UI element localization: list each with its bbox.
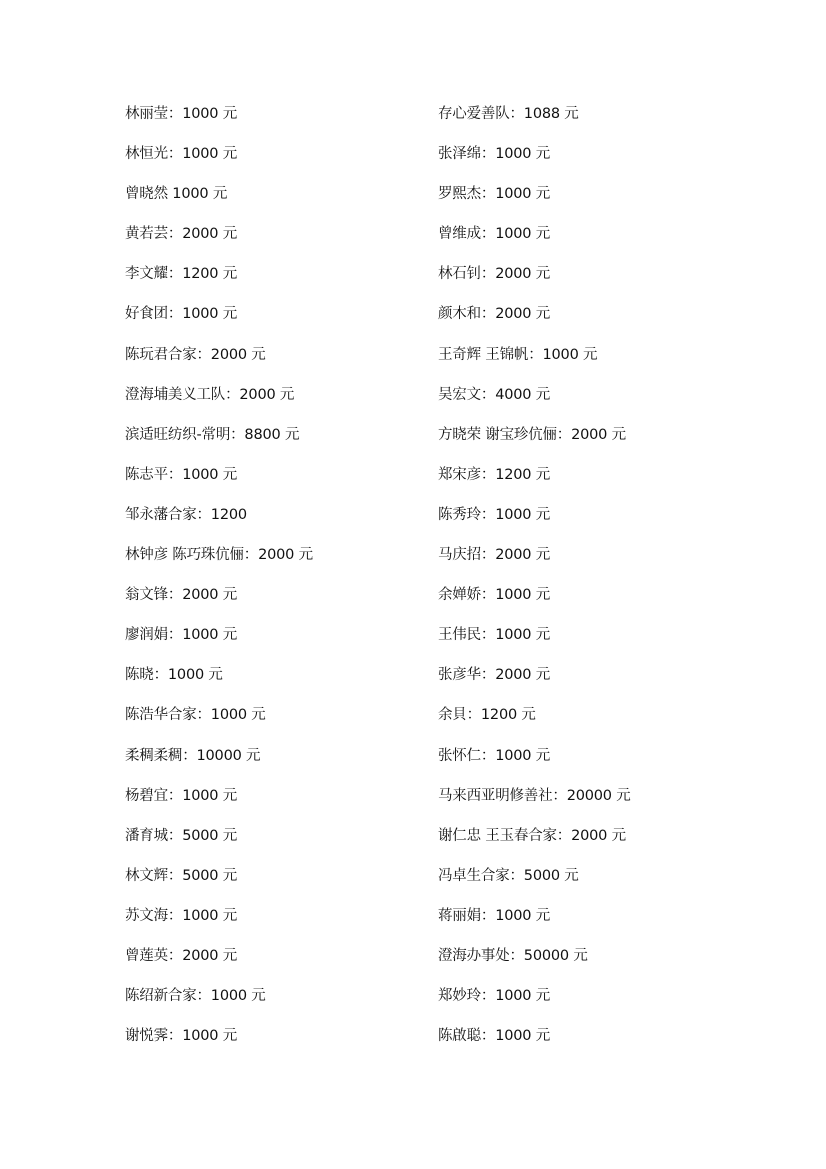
donor-entry: 余貝：1200 元 — [438, 707, 536, 724]
donor-entry: 罗熙杰：1000 元 — [438, 186, 551, 203]
donor-entry: 蒋丽娟：1000 元 — [438, 907, 551, 924]
donor-entry: 谢悦霁：1000 元 — [125, 1028, 238, 1045]
donor-entry: 陈秀玲：1000 元 — [438, 506, 551, 523]
donor-entry: 陈绍新合家：1000 元 — [125, 988, 266, 1005]
donor-entry: 陈晓：1000 元 — [125, 667, 223, 684]
donor-entry: 澄海埔美义工队：2000 元 — [125, 386, 295, 403]
right-column — [438, 104, 778, 1066]
donor-entry: 余婵娇：1000 元 — [438, 587, 551, 604]
donor-entry: 存心爱善队：1088 元 — [438, 106, 579, 122]
donor-entry: 曾维成：1000 元 — [438, 226, 551, 243]
donor-entry: 曾晓然 1000 元 — [125, 186, 228, 203]
donor-entry: 林文辉：5000 元 — [125, 867, 238, 884]
donor-entry: 陈志平：1000 元 — [125, 466, 238, 483]
donor-entry: 柔稠柔稠：10000 元 — [125, 747, 261, 764]
donor-entry: 马来西亚明修善社：20000 元 — [438, 787, 631, 804]
donor-entry: 澄海办事处：50000 元 — [438, 947, 588, 964]
donor-entry: 苏文海：1000 元 — [125, 907, 238, 924]
donor-entry: 林丽莹：1000 元 — [125, 106, 238, 122]
donor-entry: 李文耀：1200 元 — [125, 266, 238, 283]
donor-entry: 王奇辉 王锦帆：1000 元 — [438, 346, 598, 363]
donor-entry: 廖润娟：1000 元 — [125, 627, 238, 644]
donor-entry: 翁文锋：2000 元 — [125, 587, 238, 604]
donor-entry: 马庆招：2000 元 — [438, 547, 551, 564]
donor-entry: 林恒光：1000 元 — [125, 146, 238, 163]
donor-entry: 黄若芸：2000 元 — [125, 226, 238, 243]
donor-entry: 曾莲英：2000 元 — [125, 947, 238, 964]
donor-entry: 邹永藩合家：1200 — [125, 506, 247, 523]
donor-entry: 滨适旺纺织-常明：8800 元 — [125, 426, 300, 443]
left-column — [125, 104, 415, 1066]
donor-entry: 王伟民：1000 元 — [438, 627, 551, 644]
donor-entry: 潘育城：5000 元 — [125, 827, 238, 844]
donor-entry: 颜木和：2000 元 — [438, 306, 551, 323]
donor-entry: 郑妙玲：1000 元 — [438, 988, 551, 1005]
donor-entry: 陈浩华合家：1000 元 — [125, 707, 266, 724]
donor-entry: 林钟彦 陈巧珠伉俪：2000 元 — [125, 547, 313, 564]
donor-entry: 陈啟聪：1000 元 — [438, 1028, 551, 1045]
donor-entry: 杨碧宜：1000 元 — [125, 787, 238, 804]
donor-entry: 郑宋彦：1200 元 — [438, 466, 551, 483]
donor-entry: 方晓荣 谢宝珍伉俪：2000 元 — [438, 426, 626, 443]
donor-entry: 好食团：1000 元 — [125, 306, 238, 323]
donor-entry: 冯卓生合家：5000 元 — [438, 867, 579, 884]
donor-entry: 陈玩君合家：2000 元 — [125, 346, 266, 363]
donor-entry: 吴宏文：4000 元 — [438, 386, 551, 403]
donor-entry: 谢仁忠 王玉春合家：2000 元 — [438, 827, 626, 844]
donor-entry: 张怀仁：1000 元 — [438, 747, 551, 764]
donor-entry: 张泽绵：1000 元 — [438, 146, 551, 163]
donor-entry: 林石钊：2000 元 — [438, 266, 551, 283]
donor-entry: 张彦华：2000 元 — [438, 667, 551, 684]
